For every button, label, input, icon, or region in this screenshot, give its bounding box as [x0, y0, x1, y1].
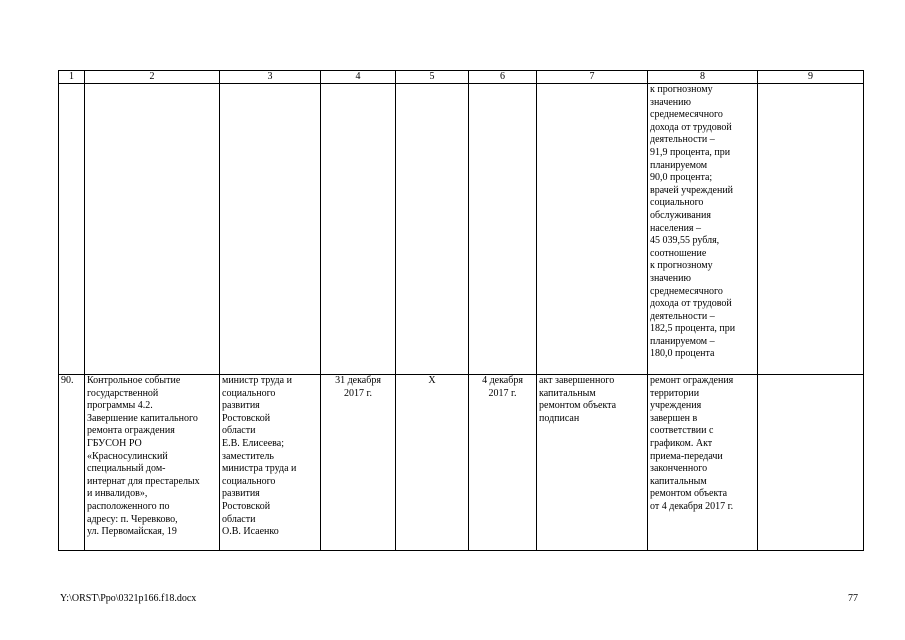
- text-line: акт завершенного: [539, 375, 615, 386]
- text-line: ремонт ограждения: [650, 375, 734, 386]
- text-line: министр труда и: [222, 375, 292, 386]
- text-line: Ростовской: [222, 412, 271, 424]
- text-line: О.В. Исаенко: [222, 526, 279, 538]
- text-line: заместитель: [222, 450, 274, 462]
- text-line: соотношение: [650, 247, 707, 259]
- text-line: 182,5 процента, при: [650, 323, 736, 335]
- text-line: ремонтом объекта: [650, 488, 728, 500]
- col-header: 8: [648, 71, 758, 84]
- text-line: интернат для престарелых: [87, 475, 200, 487]
- text-line: к прогнозному: [650, 84, 713, 95]
- col-header: 4: [321, 71, 396, 84]
- text-line: социального: [650, 197, 704, 209]
- text-line: социального: [222, 387, 276, 399]
- col-header: 5: [396, 71, 469, 84]
- text-line: планируемом: [650, 159, 708, 171]
- text-line: деятельности –: [650, 310, 715, 322]
- text-line: расположенного по: [87, 500, 170, 512]
- text-line: соответствии с: [650, 425, 714, 437]
- text-line: 91,9 процента, при: [650, 146, 731, 158]
- table-cell: [758, 84, 864, 375]
- text-line: Завершение капитального: [87, 412, 198, 424]
- text-line: области: [222, 425, 256, 437]
- table-cell: [469, 84, 537, 375]
- text-line: 31 декабря: [335, 375, 381, 386]
- result-document-cell: [537, 375, 648, 551]
- table-cell: [85, 84, 220, 375]
- text-line: деятельности –: [650, 134, 715, 146]
- text-line: 2017 г.: [488, 387, 517, 399]
- footer-file-path: Y:\ORST\Ppo\0321p166.f18.docx: [60, 593, 197, 604]
- text-line: дохода от трудовой: [650, 298, 732, 310]
- responsible-cell: [220, 375, 321, 551]
- text-line: «Красносулинский: [87, 450, 168, 462]
- document-table: [58, 70, 864, 551]
- text-line: планируемом –: [650, 335, 715, 347]
- col-header: 1: [59, 71, 85, 84]
- text-line: обслуживания: [650, 209, 711, 221]
- col-header: 2: [85, 71, 220, 84]
- text-line: среднемесячного: [650, 285, 723, 297]
- text-line: и инвалидов»,: [87, 488, 148, 500]
- text-line: области: [222, 513, 256, 525]
- text-line: 180,0 процента: [650, 348, 715, 360]
- text-line: населения –: [650, 222, 702, 234]
- header-row: [59, 71, 864, 84]
- text-line: подписан: [539, 412, 580, 424]
- text-line: 2017 г.: [344, 387, 372, 399]
- text-line: ГБУСОН РО: [87, 437, 142, 449]
- text-line: Е.В. Елисеева;: [222, 437, 284, 449]
- col-header: 9: [758, 71, 864, 84]
- notes-cell: [758, 375, 864, 551]
- text-line: учреждения: [650, 400, 702, 412]
- text-line: 90,0 процента;: [650, 172, 713, 184]
- text-line: специальный дом-: [87, 463, 166, 475]
- text-line: капитальным: [539, 387, 596, 399]
- table-cell: [59, 84, 85, 375]
- text-line: 4 декабря: [482, 375, 523, 386]
- text-line: к прогнозному: [650, 260, 713, 272]
- table-cell: [321, 84, 396, 375]
- text-line: врачей учреждений: [650, 184, 734, 196]
- page-number: 77: [848, 593, 858, 604]
- col-header: 6: [469, 71, 537, 84]
- text-line: территории: [650, 387, 700, 399]
- table-cell: [220, 84, 321, 375]
- planned-date-cell: [321, 375, 396, 551]
- actual-date-cell: [469, 375, 537, 551]
- col-header: 3: [220, 71, 321, 84]
- text-line: дохода от трудовой: [650, 121, 732, 133]
- text-line: социального: [222, 475, 276, 487]
- text-line: программы 4.2.: [87, 400, 153, 412]
- col-header: 7: [537, 71, 648, 84]
- text-line: Ростовской: [222, 500, 271, 512]
- text-line: значению: [650, 96, 691, 108]
- text-line: Контрольное событие: [87, 375, 181, 386]
- result-cell: [648, 375, 758, 551]
- text-line: капитальным: [650, 475, 707, 487]
- text-line: адресу: п. Черевково,: [87, 513, 178, 525]
- text-line: ремонта ограждения: [87, 425, 175, 437]
- result-cell: [648, 84, 758, 375]
- text-line: приема-передачи: [650, 450, 723, 462]
- text-line: государственной: [87, 387, 159, 399]
- table-cell: [396, 84, 469, 375]
- text-line: значению: [650, 272, 691, 284]
- table-cell: [537, 84, 648, 375]
- text-line: среднемесячного: [650, 109, 723, 121]
- text-line: завершен в: [650, 412, 698, 424]
- x-mark-cell: Х: [396, 375, 469, 551]
- row-number: 90.: [59, 375, 85, 551]
- text-line: графиком. Акт: [650, 437, 713, 449]
- text-line: развития: [222, 400, 260, 412]
- text-line: 45 039,55 рубля,: [650, 235, 720, 247]
- text-line: законченного: [650, 463, 708, 475]
- table-row-90: [59, 375, 864, 551]
- text-line: развития: [222, 488, 260, 500]
- table-row-continuation: [59, 84, 864, 375]
- event-description-cell: [85, 375, 220, 551]
- text-line: министра труда и: [222, 463, 297, 475]
- text-line: ремонтом объекта: [539, 400, 617, 412]
- text-line: от 4 декабря 2017 г.: [650, 500, 734, 512]
- text-line: ул. Первомайская, 19: [87, 526, 177, 538]
